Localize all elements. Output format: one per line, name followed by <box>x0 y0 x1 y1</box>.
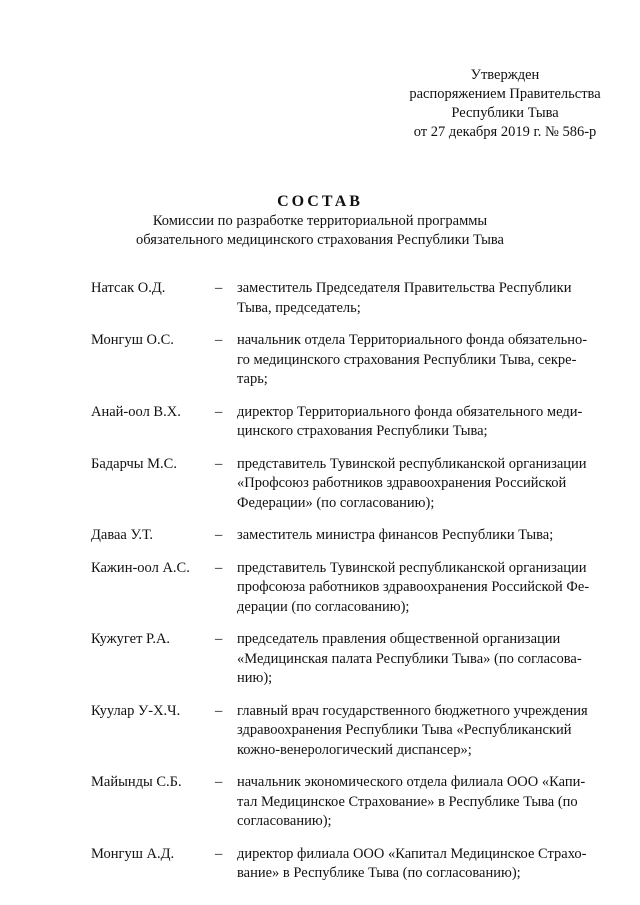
member-role-line: «Медицинская палата Республики Тыва» (по согласова- <box>237 650 582 667</box>
member-name: Натсак О.Д. <box>91 280 166 296</box>
member-role-line: дерации (по согласованию); <box>237 598 410 615</box>
member-name: Монгуш А.Д. <box>91 845 175 862</box>
document-title: СОСТАВ <box>277 193 363 210</box>
document-subtitle <box>0 212 640 250</box>
member-name: Монгуш О.С. <box>91 332 174 348</box>
member-role-line: директор филиала ООО «Капитал Медицинское Страхо- <box>237 845 587 862</box>
member-name: Куулар У-Х.Ч. <box>91 702 181 719</box>
member-role-line: здравоохранения Республики Тыва «Республиканский <box>237 722 572 738</box>
subtitle-line: Комиссии по разработке территориальной программы <box>152 213 488 229</box>
member-name: Кужугет Р.А. <box>91 631 171 647</box>
subtitle-line: обязательного медицинского страхования Республики Тыва <box>136 232 504 248</box>
approval-stamp <box>380 66 630 142</box>
member-role-line: профсоюза работников здравоохранения Российской Фе- <box>237 579 590 595</box>
member-role-line: вание» в Республике Тыва (по согласованию); <box>237 865 521 881</box>
approval-line: Утвержден <box>470 67 540 83</box>
member-role-line: нию); <box>237 670 273 686</box>
member-role <box>237 559 612 618</box>
member-role-line: заместитель Председателя Правительства Республики <box>237 280 572 296</box>
member-role <box>237 630 612 689</box>
member-dash: – <box>215 702 223 719</box>
member-dash: – <box>215 403 223 420</box>
member-role-line: кожно-венерологический диспансер»; <box>237 741 472 758</box>
member-dash: – <box>215 332 223 348</box>
approval-line: от 27 декабря 2019 г. № 586-р <box>413 124 597 140</box>
member-dash: – <box>215 527 223 543</box>
member-dash: – <box>215 559 223 576</box>
member-role <box>237 279 612 318</box>
member-role <box>237 403 612 442</box>
member-role <box>237 331 612 390</box>
members-list <box>91 279 616 897</box>
member-role-line: тарь; <box>237 371 268 387</box>
member-row <box>91 845 616 884</box>
member-role-line: тал Медицинское Страхование» в Республике Тыва (по <box>237 793 578 810</box>
member-row <box>91 559 616 618</box>
member-role-line: согласованию); <box>237 813 332 829</box>
approval-line: распоряжением Правительства <box>409 86 601 102</box>
member-row <box>91 702 616 761</box>
member-role-line: начальник экономического отдела филиала ООО «Капи- <box>237 774 586 790</box>
member-dash: – <box>215 774 223 790</box>
member-name: Анай-оол В.Х. <box>91 403 181 420</box>
member-row <box>91 526 616 546</box>
member-dash: – <box>215 280 223 296</box>
member-name: Даваа У.Т. <box>91 527 154 543</box>
member-role-line: го медицинского страхования Республики Тыва, секре- <box>237 351 577 368</box>
member-name: Бадарчы М.С. <box>91 455 177 472</box>
member-role-line: цинского страхования Республики Тыва; <box>237 423 488 439</box>
member-row <box>91 331 616 390</box>
member-role <box>237 526 612 546</box>
member-role-line: председатель правления общественной организации <box>237 631 561 647</box>
member-role-line: главный врач государственного бюджетного учреждения <box>237 702 588 719</box>
member-role-line: Федерации» (по согласованию); <box>237 494 435 511</box>
member-role <box>237 773 612 832</box>
member-role-line: представитель Тувинской республиканской организации <box>237 455 587 472</box>
member-role-line: «Профсоюз работников здравоохранения Российской <box>237 475 567 491</box>
member-role-line: Тыва, председатель; <box>237 299 361 316</box>
member-dash: – <box>215 845 223 862</box>
member-row <box>91 630 616 689</box>
member-name: Майынды С.Б. <box>91 774 182 790</box>
member-row <box>91 455 616 514</box>
member-role-line: представитель Тувинской республиканской организации <box>237 559 587 576</box>
member-role <box>237 845 612 884</box>
member-row <box>91 279 616 318</box>
approval-line: Республики Тыва <box>451 105 559 121</box>
member-row <box>91 403 616 442</box>
member-role-line: начальник отдела Территориального фонда обязательно- <box>237 332 588 348</box>
member-row <box>91 773 616 832</box>
member-role-line: директор Территориального фонда обязательного меди- <box>237 403 583 420</box>
member-dash: – <box>215 455 223 472</box>
member-dash: – <box>215 631 223 647</box>
member-role <box>237 455 612 514</box>
member-role-line: заместитель министра финансов Республики Тыва; <box>237 527 554 543</box>
member-role <box>237 702 612 761</box>
member-name: Кажин-оол А.С. <box>91 559 190 576</box>
document-heading <box>0 192 640 250</box>
